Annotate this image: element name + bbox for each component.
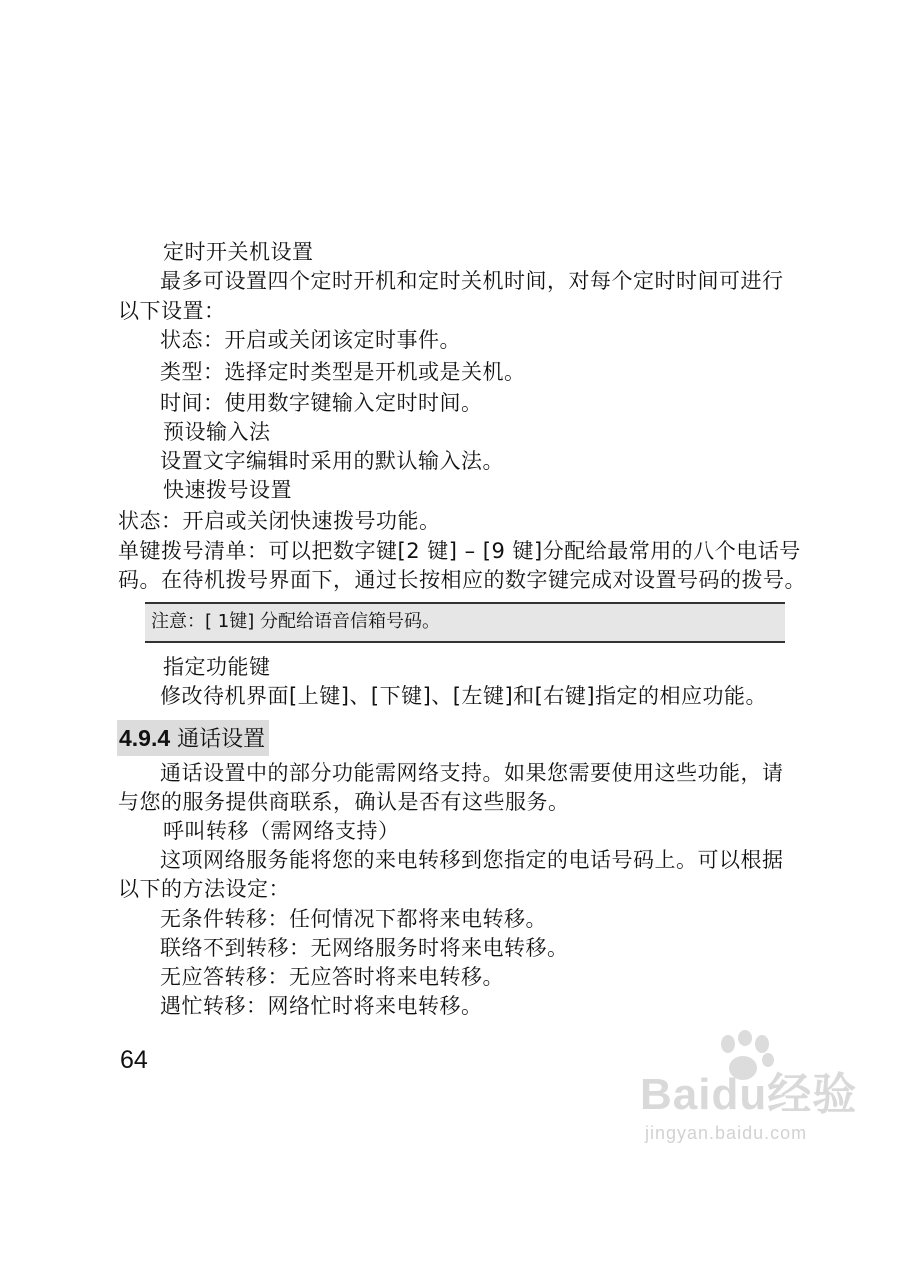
timer-heading: 定时开关机设置 bbox=[163, 240, 314, 264]
speed-dial-list-line-1: 单键拨号清单：可以把数字键[2 键] – [9 键]分配给最常用的八个电话号 bbox=[118, 539, 801, 563]
speed-dial-list-line-2: 码。在待机拨号界面下，通过长按相应的数字键完成对设置号码的拨号。 bbox=[118, 568, 806, 592]
function-key-heading: 指定功能键 bbox=[163, 655, 271, 679]
call-forwarding-description-line-2: 以下的方法设定： bbox=[118, 877, 290, 901]
unconditional-forwarding-line: 无条件转移：任何情况下都将来电转移。 bbox=[160, 907, 547, 931]
timer-time-line: 时间：使用数字键输入定时时间。 bbox=[160, 391, 483, 415]
busy-forwarding-line: 遇忙转移：网络忙时将来电转移。 bbox=[160, 994, 483, 1018]
section-title: 通话设置 bbox=[177, 727, 266, 752]
section-number: 4.9.4 bbox=[119, 725, 171, 751]
timer-type-line: 类型：选择定时类型是开机或是关机。 bbox=[160, 360, 526, 384]
speed-dial-status-line: 状态：开启或关闭快速拨号功能。 bbox=[118, 509, 441, 533]
watermark-url: jingyan.baidu.com bbox=[645, 1123, 808, 1143]
call-forwarding-heading: 呼叫转移（需网络支持） bbox=[163, 819, 400, 843]
function-key-description: 修改待机界面[上键]、[下键]、[左键]和[右键]指定的相应功能。 bbox=[160, 684, 768, 708]
unreachable-forwarding-line: 联络不到转移：无网络服务时将来电转移。 bbox=[160, 936, 569, 960]
input-method-description: 设置文字编辑时采用的默认输入法。 bbox=[160, 449, 504, 473]
section-heading bbox=[117, 720, 269, 756]
speed-dial-heading: 快速拨号设置 bbox=[163, 478, 292, 502]
no-answer-forwarding-line: 无应答转移：无应答时将来电转移。 bbox=[160, 965, 504, 989]
watermark-brand: Baidu经验 bbox=[640, 1070, 858, 1119]
timer-description-line-2: 以下设置： bbox=[118, 299, 226, 323]
call-settings-description-line-2: 与您的服务提供商联系，确认是否有这些服务。 bbox=[118, 790, 570, 814]
note-box bbox=[145, 602, 785, 643]
page-number: 64 bbox=[120, 1046, 148, 1074]
call-settings-description-line-1: 通话设置中的部分功能需网络支持。如果您需要使用这些功能，请 bbox=[160, 761, 784, 785]
note-text: 注意：[ 1键] 分配给语音信箱号码。 bbox=[151, 611, 440, 632]
baidu-watermark bbox=[640, 1030, 870, 1150]
timer-status-line: 状态：开启或关闭该定时事件。 bbox=[160, 328, 461, 352]
input-method-heading: 预设输入法 bbox=[163, 420, 271, 444]
call-forwarding-description-line-1: 这项网络服务能将您的来电转移到您指定的电话号码上。可以根据 bbox=[160, 848, 784, 872]
timer-description-line-1: 最多可设置四个定时开机和定时关机时间，对每个定时时间可进行 bbox=[160, 269, 784, 293]
